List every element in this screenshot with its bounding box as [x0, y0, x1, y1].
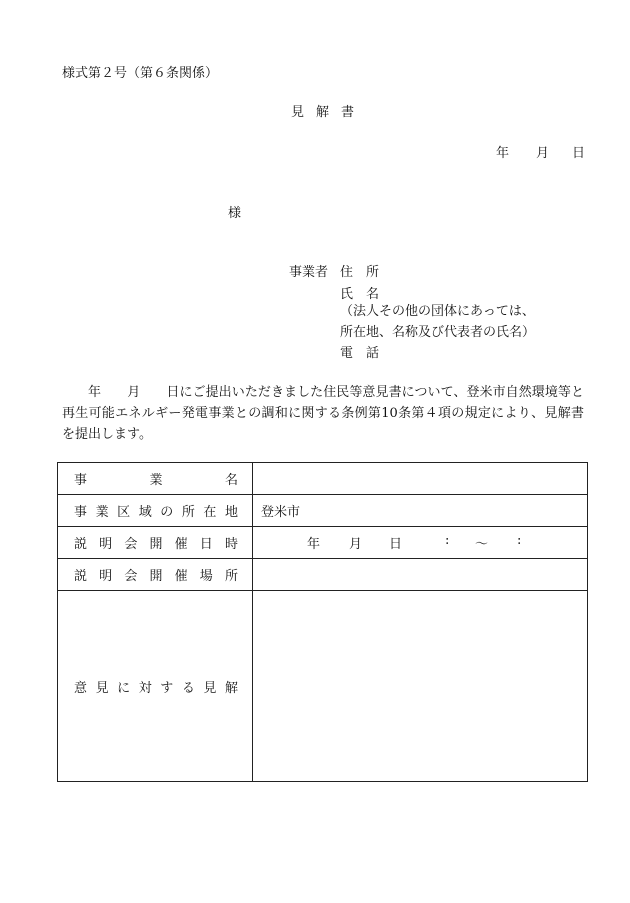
date-month: 月: [536, 146, 550, 161]
label-char: 業: [95, 505, 109, 520]
table-row: [58, 527, 588, 559]
label-char: 解: [224, 680, 238, 696]
label-char: 見: [95, 680, 109, 696]
label-char: 見: [203, 680, 217, 696]
sender-name-label: 氏 名: [340, 287, 380, 302]
label-char: 所: [181, 505, 195, 520]
opinion-response-field[interactable]: [253, 591, 588, 782]
label-char: 事: [74, 505, 88, 520]
label-char: 域: [138, 505, 152, 520]
label-char: 会: [124, 537, 138, 552]
corp-note-line1: （法人その他の団体にあっては、: [340, 304, 535, 319]
dt-colon-end: :: [517, 533, 522, 548]
label-char: 業: [149, 473, 163, 488]
label-char: 名: [224, 473, 238, 488]
body-text: 年 月 日にご提出いただきました住民等意見書について、登米市自然環境等と再生可能エネルギー発電事業との調和に関する条例第10条第４項の規定により、見解書を提出します。: [62, 385, 584, 442]
dt-year: 年: [307, 537, 321, 552]
date-line: [496, 147, 585, 160]
row-label-meeting-place: [58, 559, 253, 591]
label-char: 開: [149, 537, 163, 552]
label-char: す: [160, 680, 174, 696]
row-label-meeting-datetime: [58, 527, 253, 559]
date-day: 日: [572, 146, 586, 161]
label-char: 明: [99, 537, 113, 552]
label-char: る: [181, 680, 195, 696]
label-char: に: [117, 680, 131, 696]
row-label-business-name: [58, 463, 253, 495]
business-name-field[interactable]: [253, 463, 588, 495]
label-char: 区: [117, 505, 131, 520]
date-year: 年: [496, 146, 510, 161]
sender-address-label: 住 所: [340, 265, 380, 280]
table-row: [58, 591, 588, 782]
table-row: [58, 495, 588, 527]
label-char: 催: [174, 537, 188, 552]
label-char: の: [160, 505, 174, 520]
dt-colon-start: :: [445, 533, 450, 548]
dt-tilde: 〜: [475, 537, 489, 552]
label-char: 在: [203, 505, 217, 520]
table-row: [58, 463, 588, 495]
row-label-location: [58, 495, 253, 527]
label-char: 地: [224, 505, 238, 520]
label-char: 日: [199, 537, 213, 552]
label-char: 明: [99, 569, 113, 584]
label-char: 意: [74, 680, 88, 696]
form-table: [57, 462, 588, 782]
location-field[interactable]: 登米市: [253, 495, 588, 527]
sender-label: 事業者: [289, 265, 329, 280]
corp-note-line2: 所在地、名称及び代表者の氏名）: [340, 325, 536, 340]
meeting-place-field[interactable]: [253, 559, 588, 591]
label-char: 会: [124, 569, 138, 584]
sender-phone-label: 電 話: [340, 346, 380, 361]
label-char: 対: [138, 680, 152, 696]
document-title: 見解書: [291, 105, 367, 120]
label-char: 所: [224, 569, 238, 584]
label-char: 催: [174, 569, 188, 584]
addressee-honorific: 様: [228, 206, 242, 221]
meeting-datetime-field[interactable]: [253, 527, 588, 559]
label-char: 場: [199, 569, 213, 584]
form-number: 様式第２号（第６条関係）: [62, 66, 219, 81]
label-char: 時: [224, 537, 238, 552]
table-row: [58, 559, 588, 591]
label-char: 説: [74, 569, 88, 584]
label-char: 事: [74, 473, 88, 488]
dt-month: 月: [349, 537, 363, 552]
row-label-opinion-response: [58, 591, 253, 782]
label-char: 開: [149, 569, 163, 584]
label-char: 説: [74, 537, 88, 552]
dt-day: 日: [389, 537, 403, 552]
